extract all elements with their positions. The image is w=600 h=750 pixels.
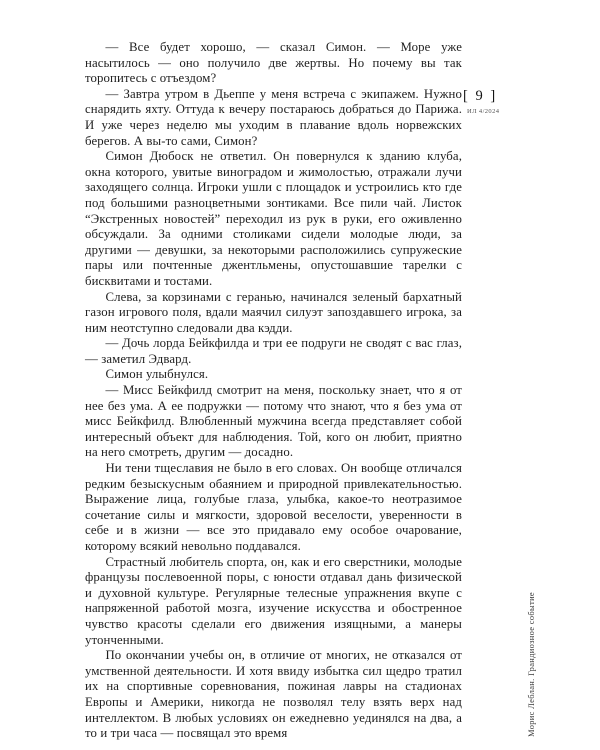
page-number: [ 9 ] (463, 88, 498, 104)
paragraph: — Дочь лорда Бейкфилда и три ее подруги не сводят с вас глаз, — заметил Эдвард. (85, 336, 462, 366)
running-title (521, 583, 536, 745)
page-marginalia (463, 88, 523, 115)
paragraph: — Все будет хорошо, — сказал Симон. — Море уже насытилось — оно получило две жертвы. Но почему вы так торопитесь с отъездом? (85, 40, 462, 86)
paragraph: — Завтра утром в Дьеппе у меня встреча с экипажем. Нужно снарядить яхту. Оттуда к вечеру постараюсь добраться до Парижа. И уже через неделю мы уходим в плавание вдоль норвежских берегов. А вы-то сами, Симон? (85, 86, 462, 148)
paragraph: Слева, за корзинами с геранью, начинался зеленый бархатный газон игрового поля, вдали маячил силуэт запоздавшего игрока, за ним неотступно следовали два кэдди. (85, 289, 462, 335)
edition-label: ИЛ 4/2024 (467, 108, 500, 115)
paragraph: Ни тени тщеславия не было в его словах. Он вообще отличался редким безыскусным обаянием и природной привлекательностью. Выражение лица, голубые глаза, улыбка, какое-то неотразимое сочетание силы и мягкости, здоровой веселости, уверенности в себе и в жизни — все это придавало ему особое очарование, которому всякий невольно поддавался. (85, 461, 462, 553)
paragraph: По окончании учебы он, в отличие от многих, не отказался от умственной деятельности. И хотя ввиду избытка сил щедро тратил их на спортивные соревнования, пожиная лавры на стадионах Европы и Америки, никогда не позволял телу взять верх над интеллектом. В любых условиях он ежедневно уединялся на два, а то и три часа — посвящал это время (85, 648, 462, 741)
paragraph: Страстный любитель спорта, он, как и его сверстники, молодые французы послевоенной поры, с юности отдавал дань физической и духовной культуре. Регулярные телесные упражнения вкупе с напряженной работой мозга, изучение искусства и обостренное чувство красоты сделали его движения изящными, а манеры утонченными. (85, 554, 462, 647)
paragraph: Симон улыбнулся. (105, 367, 209, 382)
text-column (85, 40, 462, 742)
paragraph: — Мисс Бейкфилд смотрит на меня, поскольку знает, что я от нее без ума. А ее подружки — потому что знают, что я без ума от мисс Бейкфилд. Влюбленный мужчина всегда представляет собой интересный объект для наблюдения. Той, кого он любит, приятно на него смотреть, другим — досадно. (85, 383, 462, 460)
running-title-text: Морис Леблан. Грандиозное событие (526, 591, 536, 737)
paragraph: Симон Дюбоск не ответил. Он повернулся к зданию клуба, окна которого, увитые виноградом и жимолостью, отражали лучи заходящего солнца. Игроки ушли с площадок и устроились кто где под большими разноцветными зонтиками. Все пили чай. Листок “Экстренных новостей” переходил из рук в руки, его оживленно обсуждали. За одними столиками сидели молодые люди, за другими — девушки, за некоторыми расположились супружеские пары или почтенные джентльмены, опустошавшие тарелки с бисквитами и тостами. (85, 149, 462, 288)
